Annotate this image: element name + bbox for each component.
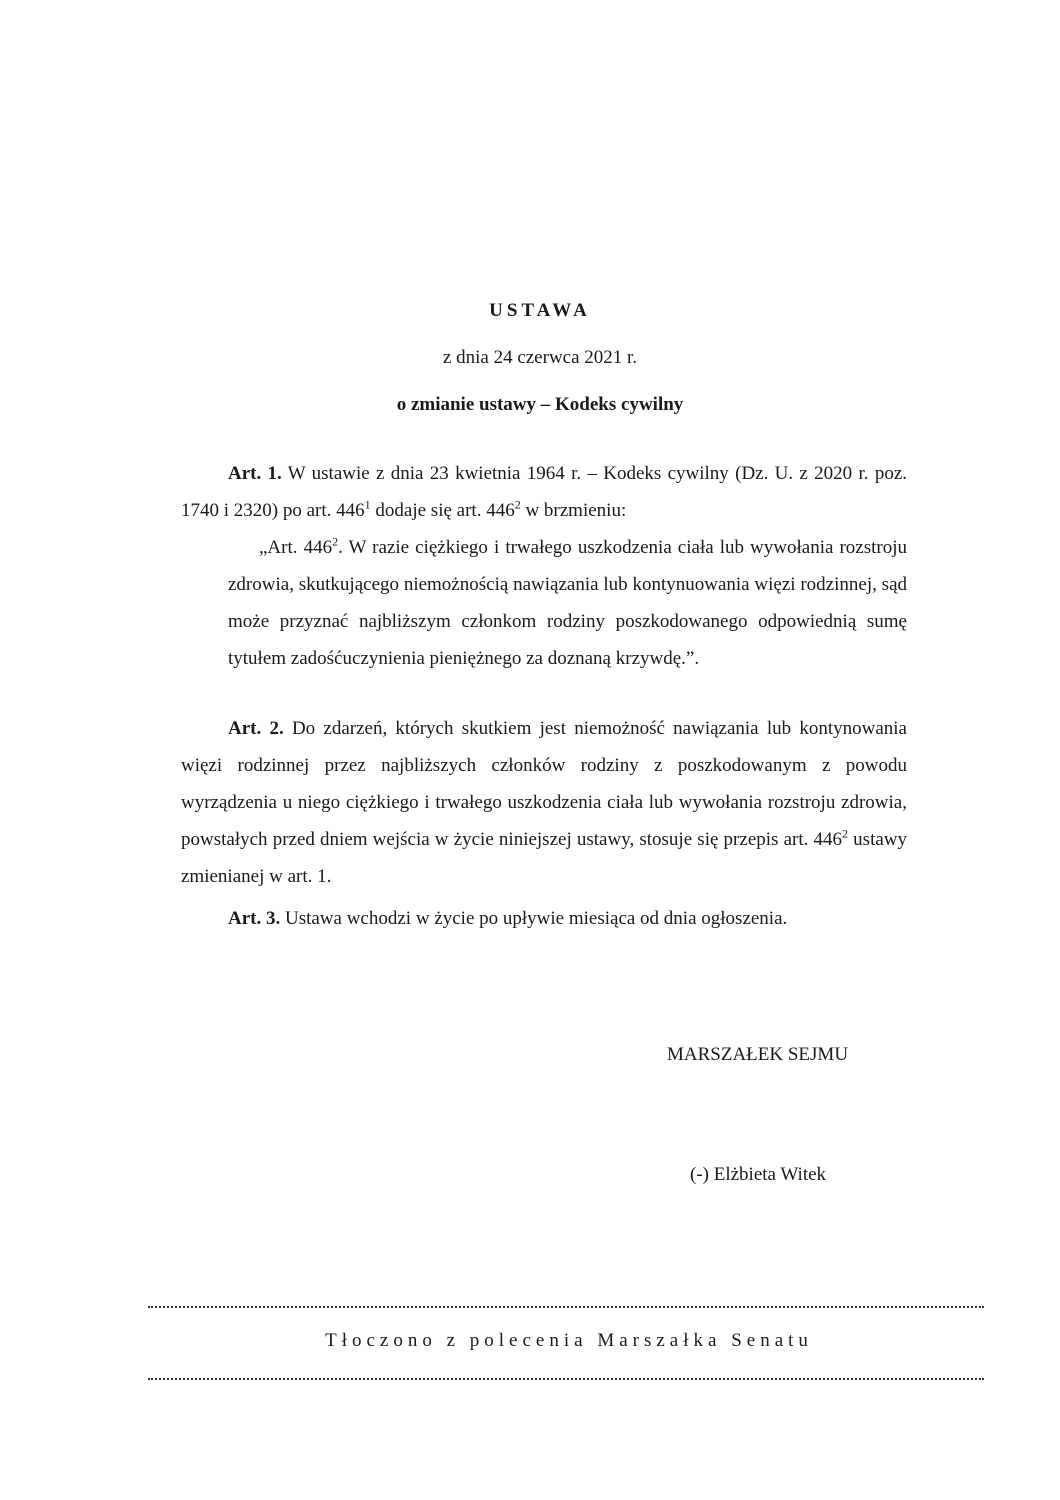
article-3 bbox=[181, 900, 907, 937]
article-1-text-b: dodaje się art. 446 bbox=[370, 500, 515, 521]
signature-name: (-) Elżbieta Witek bbox=[690, 1164, 827, 1185]
article-2-sup: 2 bbox=[842, 826, 849, 841]
signature-title: MARSZAŁEK SEJMU bbox=[667, 1044, 849, 1065]
footer-text: Tłoczono z polecenia Marszałka Senatu bbox=[325, 1330, 813, 1351]
article-2-label: Art. 2. bbox=[228, 718, 284, 739]
document-title: USTAWA bbox=[489, 300, 591, 321]
article-1-text-c: w brzmieniu: bbox=[520, 500, 627, 521]
footer-divider-top bbox=[148, 1306, 984, 1308]
quote-text-a: „Art. 446 bbox=[259, 537, 333, 558]
article-3-text: Ustawa wchodzi w życie po upływie miesiąca od dnia ogłoszenia. bbox=[280, 908, 788, 929]
article-1-quote bbox=[228, 529, 907, 677]
article-1-sup-b: 2 bbox=[514, 497, 521, 512]
article-1-sup-a: 1 bbox=[364, 497, 371, 512]
quote-text-b: . W razie ciężkiego i trwałego uszkodzenia ciała lub wywołania rozstroju zdrowia, skutkującego niemożnością nawiązania lub kontynuowania więzi rodzinnej, sąd może przyznać najbliższym członkom rodziny poszkodowanego odpowiednią sumę tytułem zadośćuczynienia pieniężnego za doznaną krzywdę.”. bbox=[228, 537, 908, 669]
article-3-label: Art. 3. bbox=[228, 908, 281, 929]
article-1-text-a: W ustawie z dnia 23 kwietnia 1964 r. – Kodeks cywilny (Dz. U. z 2020 r. poz. 1740 i 2320) po art. 446 bbox=[181, 463, 907, 521]
document-date: z dnia 24 czerwca 2021 r. bbox=[442, 347, 638, 368]
article-1 bbox=[181, 455, 907, 529]
article-2-text-a: Do zdarzeń, których skutkiem jest niemożność nawiązania lub kontynowania więzi rodzinnej przez najbliższych członków rodziny z poszkodowanym z powodu wyrządzenia u niego ciężkiego i trwałego uszkodzenia ciała lub wywołania rozstroju zdrowia, powstałych przed dniem wejścia w życie niniejszej ustawy, stosuje się przepis art. 446 bbox=[181, 718, 907, 850]
footer-divider-bottom bbox=[148, 1378, 984, 1380]
article-1-label: Art. 1. bbox=[228, 463, 282, 484]
quote-sup: 2 bbox=[332, 534, 339, 549]
article-2 bbox=[181, 710, 907, 895]
article-2-text-b: ustawy zmienianej w art. 1. bbox=[181, 829, 908, 887]
document-subject: o zmianie ustawy – Kodeks cywilny bbox=[396, 394, 684, 415]
